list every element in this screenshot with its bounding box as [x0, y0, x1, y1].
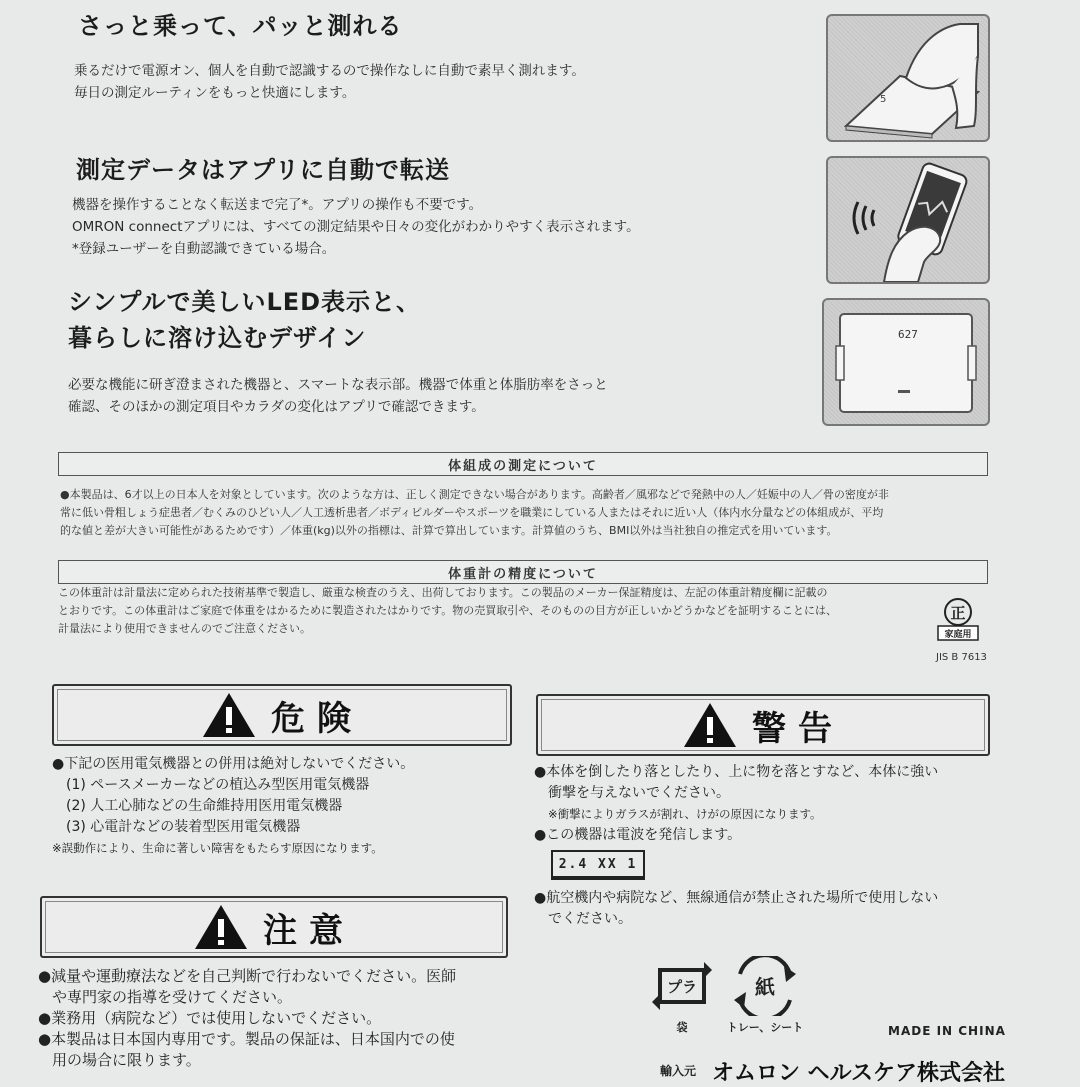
recycle-label: トレー、シート	[726, 1021, 804, 1034]
notice-line: 的な値と差が大きい可能性があるためです）／体重(kg)以外の指標は、計算で算出しています。計算値のうち、BMI以外は当社独自の推定式を用いています。	[60, 524, 838, 537]
danger-title: 危険	[271, 698, 363, 739]
danger-line: ●下記の医用電気機器との併用は絶対しないでください。	[52, 756, 415, 772]
warning-line: でください。	[548, 911, 632, 927]
notice-line: ●本製品は、6才以上の日本人を対象としています。次のような方は、正しく測定できない場合があります。高齢者／風邪などで発熱中の人／妊娠中の人／骨の密度が非	[60, 488, 889, 501]
section-heading	[58, 452, 988, 476]
mark-top-text: 正	[950, 604, 966, 622]
section-heading-text: 体組成の測定について	[448, 458, 598, 474]
caution-list	[38, 966, 456, 1071]
warning-list	[534, 762, 938, 846]
notice-line: 計量法により使用できませんのでご注意ください。	[58, 622, 311, 635]
caution-title: 注意	[263, 910, 355, 951]
feature-title	[78, 6, 403, 41]
caution-box	[40, 896, 508, 958]
svg-text:5: 5	[880, 94, 887, 105]
importer-name: オムロン ヘルスケア株式会社	[712, 1061, 1006, 1086]
warning-line: ●この機器は電波を発信します。	[534, 827, 742, 843]
scale-led-display-icon	[822, 298, 990, 426]
household-scale-mark	[930, 596, 986, 652]
warning-triangle-icon	[682, 701, 738, 749]
warning-box	[536, 694, 990, 756]
radio-frequency-mark: 2.4 XX 1	[551, 850, 645, 880]
danger-box	[52, 684, 512, 746]
feature-body-line: 確認、そのほかの測定項目やカラダの変化はアプリで確認できます。	[68, 399, 485, 415]
body-composition-text	[60, 486, 889, 540]
danger-note: ※誤動作により、生命に著しい障害をもたらす原因になります。	[52, 841, 383, 855]
warning-title: 警告	[752, 708, 844, 749]
led-reading: 627	[898, 328, 918, 341]
notice-line: この体重計は計量法に定められた技術基準で製造し、厳重な検査のうえ、出荷しております。この製品のメーカー保証精度は、左記の体重計精度欄に記載の	[58, 586, 828, 599]
warning-triangle-icon	[201, 691, 257, 739]
mark-bottom-text: 家庭用	[944, 630, 972, 640]
jis-code: JIS B 7613	[936, 652, 987, 663]
paper-recycle-icon	[718, 956, 812, 1016]
feature-body-line: *登録ユーザーを自動認識できている場合。	[72, 241, 336, 257]
feature-body-line: 毎日の測定ルーティンをもっと快適にします。	[74, 85, 356, 101]
importer-label: 輸入元	[660, 1064, 697, 1078]
caution-line: 用の場合に限ります。	[52, 1051, 201, 1069]
feature-title-line: さっと乗って、パッと測れる	[78, 12, 403, 40]
caution-line: ●本製品は日本国内専用です。製品の保証は、日本国内での使	[38, 1030, 455, 1048]
feature-body	[68, 374, 608, 418]
warning-line: ●本体を倒したり落としたり、上に物を落とすなど、本体に強い	[534, 764, 939, 780]
warning-triangle-icon	[193, 903, 249, 951]
feature-title	[68, 284, 421, 356]
feature-body-line: 機器を操作することなく転送まで完了*。アプリの操作も不要です。	[72, 197, 483, 213]
feature-title-line: 暮らしに溶け込むデザイン	[68, 324, 367, 352]
danger-line: (3) 心電計などの装着型医用電気機器	[66, 819, 301, 835]
caution-line: ●業務用（病院など）では使用しないでください。	[38, 1009, 382, 1027]
made-in: MADE IN CHINA	[888, 1024, 1006, 1038]
notice-line: とおりです。この体重計はご家庭で体重をはかるために製造されたはかりです。物の売買取引や、そのものの目方が正しいかどうかなどを証明することには、	[58, 604, 838, 617]
plastic-recycle-icon	[650, 956, 714, 1016]
notice-line: 常に低い骨粗しょう症患者／むくみのひどい人／人工透析患者／ボディビルダーやスポーツを職業にしている人またはそれに近い人（体内水分量などの体組成が、平均	[60, 506, 884, 519]
danger-list	[52, 754, 414, 859]
caution-line: ●減量や運動療法などを自己判断で行わないでください。医師	[38, 967, 457, 985]
feature-body-line: 乗るだけで電源オン、個人を自動で認識するので操作なしに自動で素早く測れます。	[74, 63, 585, 79]
recycle-label: 袋	[676, 1021, 688, 1034]
caution-line: や専門家の指導を受けてください。	[52, 988, 293, 1006]
warning-line: 衝撃を与えないでください。	[548, 785, 730, 801]
foot-on-scale-icon	[826, 14, 990, 142]
feature-body-line: OMRON connectアプリには、すべての測定結果や日々の変化がわかりやすく表示されます。	[72, 219, 640, 235]
recycle-mark-text: 紙	[755, 975, 775, 999]
paper-recycle-mark	[718, 956, 812, 1035]
feature-title-line: 測定データはアプリに自動で転送	[76, 156, 451, 184]
warning-note: ※衝撃によりガラスが割れ、けがの原因になります。	[548, 807, 822, 821]
section-heading	[58, 560, 988, 584]
feature-body-line: 必要な機能に研ぎ澄まされた機器と、スマートな表示部。機器で体重と体脂肪率をさっと	[68, 377, 608, 393]
danger-line: (2) 人工心肺などの生命維持用医用電気機器	[66, 798, 343, 814]
scale-accuracy-text	[58, 584, 837, 638]
feature-title	[76, 150, 450, 185]
warning-list-2	[534, 888, 938, 930]
plastic-recycle-mark	[650, 956, 714, 1035]
section-heading-text: 体重計の精度について	[448, 566, 598, 582]
warning-line: ●航空機内や病院など、無線通信が禁止された場所で使用しない	[534, 890, 939, 906]
danger-line: (1) ペースメーカーなどの植込み型医用電気機器	[66, 777, 370, 793]
feature-title-line: シンプルで美しいLED表示と、	[68, 288, 422, 316]
feature-body	[72, 194, 640, 260]
phone-wireless-icon	[826, 156, 990, 284]
feature-body	[74, 60, 585, 104]
recycle-mark-text: プラ	[666, 978, 698, 996]
